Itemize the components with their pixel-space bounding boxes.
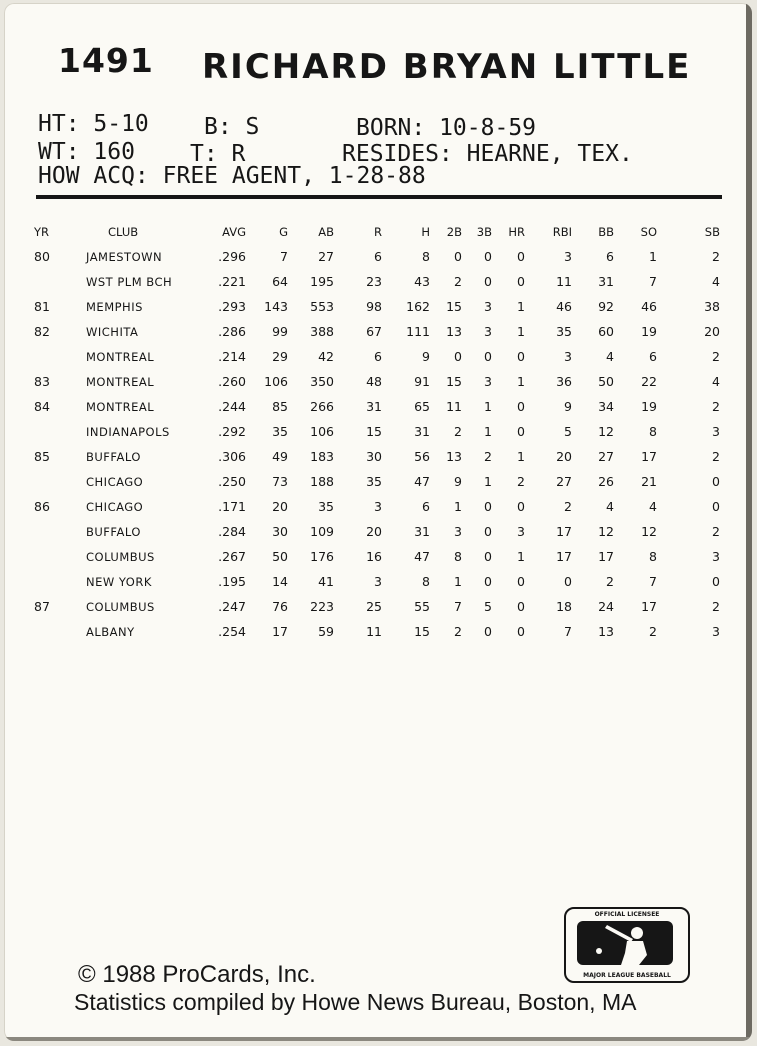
stat-cell-3b: 0 — [484, 499, 492, 514]
player-name: RICHARD BRYAN LITTLE — [202, 47, 692, 87]
stat-cell-yr — [34, 569, 78, 594]
stat-cell-bb: 12 — [598, 424, 614, 439]
stat-cell-club: MONTREAL — [86, 349, 155, 364]
mlb-batter-silhouette-icon — [577, 921, 673, 965]
stats-header-hr: HR — [508, 224, 525, 239]
stat-cell-yr: 82 — [34, 324, 50, 339]
stats-body — [34, 244, 720, 644]
stat-cell-ab: 109 — [310, 524, 334, 539]
table-row — [34, 319, 720, 344]
weight-field: WT: 160 — [38, 139, 135, 165]
stat-cell-club: COLUMBUS — [86, 549, 155, 564]
stat-cell-yr: 86 — [34, 499, 50, 514]
stat-cell-so: 7 — [649, 274, 657, 289]
table-row — [34, 394, 720, 419]
stat-cell-yr — [34, 469, 78, 494]
stat-cell-hr: 1 — [517, 449, 525, 464]
stats-header-h: H — [421, 224, 430, 239]
stat-cell-sb: 20 — [704, 324, 720, 339]
stat-cell-3b: 3 — [484, 299, 492, 314]
mlb-licensee-logo — [564, 907, 690, 983]
stat-cell-g: 50 — [272, 549, 288, 564]
stat-cell-bb: 92 — [598, 299, 614, 314]
table-row — [34, 594, 720, 619]
stat-cell-so: 6 — [649, 349, 657, 364]
stat-cell-h: 9 — [422, 349, 430, 364]
stat-cell-bb: 50 — [598, 374, 614, 389]
stat-cell-h: 15 — [414, 624, 430, 639]
stats-header-rbi: RBI — [552, 224, 572, 239]
stat-cell-r: 16 — [366, 549, 382, 564]
stat-cell-3b: 0 — [484, 524, 492, 539]
stat-cell-rbi: 3 — [564, 249, 572, 264]
stat-cell-sb: 4 — [712, 374, 720, 389]
stat-cell-rbi: 46 — [556, 299, 572, 314]
stat-cell-h: 43 — [414, 274, 430, 289]
stat-cell-so: 46 — [641, 299, 657, 314]
stat-cell-2b: 13 — [446, 324, 462, 339]
stat-cell-so: 1 — [649, 249, 657, 264]
logo-top-text: OFFICIAL LICENSEE — [594, 911, 660, 918]
stat-cell-2b: 13 — [446, 449, 462, 464]
stat-cell-club: INDIANAPOLS — [86, 424, 170, 439]
stat-cell-3b: 1 — [484, 474, 492, 489]
stat-cell-2b: 2 — [454, 624, 462, 639]
height-field: HT: 5-10 — [38, 111, 149, 137]
stat-cell-3b: 3 — [484, 324, 492, 339]
credit-line: Statistics compiled by Howe News Bureau, Boston, MA — [74, 989, 637, 1015]
stat-cell-avg: .214 — [218, 349, 246, 364]
stat-cell-hr: 0 — [517, 599, 525, 614]
stat-cell-g: 20 — [272, 499, 288, 514]
stat-cell-ab: 35 — [318, 499, 334, 514]
stat-cell-3b: 0 — [484, 549, 492, 564]
stat-cell-hr: 0 — [517, 399, 525, 414]
stat-cell-yr — [34, 419, 78, 444]
stat-cell-avg: .267 — [218, 549, 246, 564]
stat-cell-bb: 6 — [606, 249, 614, 264]
stat-cell-3b: 0 — [484, 249, 492, 264]
stat-cell-avg: .250 — [218, 474, 246, 489]
stat-cell-avg: .296 — [218, 249, 246, 264]
table-row — [34, 294, 720, 319]
stat-cell-rbi: 7 — [564, 624, 572, 639]
stats-header-ab: AB — [318, 224, 334, 239]
stat-cell-sb: 2 — [712, 399, 720, 414]
stat-cell-hr: 0 — [517, 574, 525, 589]
stat-cell-g: 30 — [272, 524, 288, 539]
stats-header-2b: 2B — [446, 224, 462, 239]
stat-cell-hr: 0 — [517, 499, 525, 514]
stats-header-yr: YR — [34, 224, 50, 239]
stat-cell-avg: .244 — [218, 399, 246, 414]
born-field: BORN: 10-8-59 — [356, 115, 537, 141]
stat-cell-yr: 85 — [34, 449, 50, 464]
stat-cell-sb: 3 — [712, 549, 720, 564]
table-row — [34, 519, 720, 544]
stat-cell-yr — [34, 344, 78, 369]
stat-cell-3b: 2 — [484, 449, 492, 464]
stat-cell-bb: 12 — [598, 524, 614, 539]
stats-header-club: CLUB — [108, 224, 139, 239]
stat-cell-rbi: 11 — [556, 274, 572, 289]
stat-cell-bb: 4 — [606, 349, 614, 364]
stat-cell-rbi: 17 — [556, 524, 572, 539]
stat-cell-hr: 0 — [517, 349, 525, 364]
stat-cell-2b: 8 — [454, 549, 462, 564]
table-row — [34, 419, 720, 444]
stat-cell-yr — [34, 519, 78, 544]
stat-cell-rbi: 35 — [556, 324, 572, 339]
stat-cell-avg: .254 — [218, 624, 246, 639]
stats-header-r: R — [374, 224, 382, 239]
stat-cell-avg: .247 — [218, 599, 246, 614]
stat-cell-club: ALBANY — [86, 624, 135, 639]
stat-cell-r: 3 — [374, 499, 382, 514]
stat-cell-hr: 0 — [517, 424, 525, 439]
bats-field: B: S — [204, 114, 260, 140]
stat-cell-club: JAMESTOWN — [86, 249, 163, 264]
stat-cell-r: 30 — [366, 449, 382, 464]
stat-cell-so: 4 — [649, 499, 657, 514]
stat-cell-avg: .292 — [218, 424, 246, 439]
stat-cell-ab: 388 — [310, 324, 334, 339]
table-row — [34, 344, 720, 369]
stat-cell-r: 11 — [366, 624, 382, 639]
stat-cell-ab: 106 — [310, 424, 334, 439]
stat-cell-so: 17 — [641, 449, 657, 464]
stat-cell-yr — [34, 544, 78, 569]
stat-cell-h: 6 — [422, 499, 430, 514]
stat-cell-g: 64 — [272, 274, 288, 289]
stat-cell-so: 12 — [641, 524, 657, 539]
stat-cell-club: MONTREAL — [86, 399, 155, 414]
stat-cell-r: 23 — [366, 274, 382, 289]
stat-cell-club: MEMPHIS — [86, 299, 143, 314]
stat-cell-yr: 84 — [34, 399, 50, 414]
table-row — [34, 569, 720, 594]
stat-cell-ab: 223 — [310, 599, 334, 614]
stat-cell-so: 22 — [641, 374, 657, 389]
stats-header-3b: 3B — [476, 224, 492, 239]
stat-cell-sb: 2 — [712, 249, 720, 264]
stat-cell-g: 7 — [280, 249, 288, 264]
stat-cell-bb: 17 — [598, 549, 614, 564]
stat-cell-yr: 83 — [34, 374, 50, 389]
stat-cell-hr: 0 — [517, 249, 525, 264]
stat-cell-rbi: 5 — [564, 424, 572, 439]
stat-cell-g: 85 — [272, 399, 288, 414]
stat-cell-club: NEW YORK — [86, 574, 152, 589]
stats-header-avg: AVG — [222, 224, 246, 239]
stat-cell-yr — [34, 619, 78, 644]
stat-cell-sb: 2 — [712, 449, 720, 464]
stat-cell-3b: 5 — [484, 599, 492, 614]
table-row — [34, 269, 720, 294]
stat-cell-so: 19 — [641, 324, 657, 339]
stats-header-g: G — [279, 224, 288, 239]
stat-cell-ab: 350 — [310, 374, 334, 389]
stat-cell-so: 2 — [649, 624, 657, 639]
stat-cell-h: 91 — [414, 374, 430, 389]
stat-cell-so: 19 — [641, 399, 657, 414]
header-divider — [36, 195, 722, 199]
stats-header-bb: BB — [598, 224, 614, 239]
stat-cell-hr: 1 — [517, 299, 525, 314]
stat-cell-sb: 3 — [712, 624, 720, 639]
stat-cell-3b: 3 — [484, 374, 492, 389]
stat-cell-hr: 1 — [517, 549, 525, 564]
stat-cell-sb: 0 — [712, 474, 720, 489]
stats-header-so: SO — [640, 224, 657, 239]
stat-cell-h: 47 — [414, 549, 430, 564]
stat-cell-sb: 2 — [712, 524, 720, 539]
stat-cell-club: BUFFALO — [86, 524, 141, 539]
stat-cell-so: 21 — [641, 474, 657, 489]
stat-cell-rbi: 3 — [564, 349, 572, 364]
stat-cell-bb: 26 — [598, 474, 614, 489]
stat-cell-bb: 27 — [598, 449, 614, 464]
stat-cell-sb: 0 — [712, 574, 720, 589]
card-edge-shadow — [746, 3, 752, 1041]
stat-cell-g: 35 — [272, 424, 288, 439]
stat-cell-g: 106 — [264, 374, 288, 389]
stat-cell-2b: 0 — [454, 249, 462, 264]
stat-cell-g: 29 — [272, 349, 288, 364]
stat-cell-sb: 2 — [712, 599, 720, 614]
stat-cell-g: 99 — [272, 324, 288, 339]
stat-cell-h: 47 — [414, 474, 430, 489]
stat-cell-2b: 0 — [454, 349, 462, 364]
stat-cell-rbi: 9 — [564, 399, 572, 414]
stat-cell-r: 3 — [374, 574, 382, 589]
table-row — [34, 469, 720, 494]
stat-cell-club: CHICAGO — [86, 474, 144, 489]
stat-cell-h: 8 — [422, 249, 430, 264]
stat-cell-h: 31 — [414, 524, 430, 539]
stat-cell-avg: .306 — [218, 449, 246, 464]
stat-cell-h: 65 — [414, 399, 430, 414]
stat-cell-hr: 1 — [517, 374, 525, 389]
stat-cell-3b: 0 — [484, 349, 492, 364]
stat-cell-ab: 27 — [318, 249, 334, 264]
logo-bottom-text: MAJOR LEAGUE BASEBALL — [583, 972, 671, 979]
stat-cell-2b: 1 — [454, 499, 462, 514]
stat-cell-hr: 0 — [517, 274, 525, 289]
stat-cell-club: CHICAGO — [86, 499, 144, 514]
stat-cell-sb: 38 — [704, 299, 720, 314]
stat-cell-hr: 3 — [517, 524, 525, 539]
copyright-line: © 1988 ProCards, Inc. — [78, 961, 316, 988]
stat-cell-so: 7 — [649, 574, 657, 589]
stat-cell-club: MONTREAL — [86, 374, 155, 389]
stat-cell-3b: 1 — [484, 399, 492, 414]
stat-cell-h: 111 — [406, 324, 430, 339]
stat-cell-h: 56 — [414, 449, 430, 464]
stat-cell-2b: 2 — [454, 274, 462, 289]
stat-cell-rbi: 0 — [564, 574, 572, 589]
stats-header-row — [34, 219, 720, 244]
stat-cell-ab: 195 — [310, 274, 334, 289]
stat-cell-club: BUFFALO — [86, 449, 141, 464]
stat-cell-r: 48 — [366, 374, 382, 389]
stat-cell-ab: 188 — [310, 474, 334, 489]
stat-cell-ab: 176 — [310, 549, 334, 564]
stat-cell-2b: 15 — [446, 374, 462, 389]
stat-cell-rbi: 17 — [556, 549, 572, 564]
stat-cell-g: 73 — [272, 474, 288, 489]
stat-cell-2b: 15 — [446, 299, 462, 314]
stat-cell-h: 8 — [422, 574, 430, 589]
stat-cell-ab: 183 — [310, 449, 334, 464]
stat-cell-club: WST PLM BCH — [86, 274, 173, 289]
stat-cell-rbi: 36 — [556, 374, 572, 389]
table-row — [34, 494, 720, 519]
career-stats-table — [34, 219, 720, 644]
stat-cell-sb: 0 — [712, 499, 720, 514]
stat-cell-bb: 13 — [598, 624, 614, 639]
stat-cell-g: 14 — [272, 574, 288, 589]
stat-cell-h: 162 — [406, 299, 430, 314]
stat-cell-bb: 2 — [606, 574, 614, 589]
stat-cell-ab: 41 — [318, 574, 334, 589]
stat-cell-yr: 87 — [34, 599, 50, 614]
stat-cell-yr: 80 — [34, 249, 50, 264]
stat-cell-r: 67 — [366, 324, 382, 339]
stat-cell-avg: .286 — [218, 324, 246, 339]
stat-cell-rbi: 20 — [556, 449, 572, 464]
stat-cell-avg: .195 — [218, 574, 246, 589]
stat-cell-sb: 4 — [712, 274, 720, 289]
stat-cell-2b: 3 — [454, 524, 462, 539]
stat-cell-3b: 0 — [484, 574, 492, 589]
stat-cell-ab: 59 — [318, 624, 334, 639]
stat-cell-club: COLUMBUS — [86, 599, 155, 614]
stat-cell-3b: 1 — [484, 424, 492, 439]
stat-cell-yr: 81 — [34, 299, 50, 314]
stat-cell-g: 49 — [272, 449, 288, 464]
stat-cell-2b: 7 — [454, 599, 462, 614]
stat-cell-g: 143 — [264, 299, 288, 314]
stat-cell-r: 20 — [366, 524, 382, 539]
stat-cell-sb: 3 — [712, 424, 720, 439]
baseball-card-back — [4, 3, 752, 1041]
stat-cell-g: 17 — [272, 624, 288, 639]
stat-cell-bb: 31 — [598, 274, 614, 289]
stat-cell-club: WICHITA — [86, 324, 139, 339]
how-acquired-field: HOW ACQ: FREE AGENT, 1-28-88 — [38, 163, 426, 189]
stat-cell-3b: 0 — [484, 624, 492, 639]
stat-cell-r: 35 — [366, 474, 382, 489]
card-edge-bottom — [4, 1037, 752, 1041]
stat-cell-2b: 11 — [446, 399, 462, 414]
stat-cell-hr: 0 — [517, 624, 525, 639]
resides-field: RESIDES: HEARNE, TEX. — [342, 141, 633, 167]
stat-cell-h: 31 — [414, 424, 430, 439]
stat-cell-r: 6 — [374, 349, 382, 364]
stats-header-sb: SB — [704, 224, 720, 239]
stat-cell-hr: 1 — [517, 324, 525, 339]
stat-cell-r: 6 — [374, 249, 382, 264]
stat-cell-rbi: 27 — [556, 474, 572, 489]
stat-cell-so: 8 — [649, 424, 657, 439]
throws-field: T: R — [190, 141, 246, 167]
card-number: 1491 — [58, 41, 154, 80]
stat-cell-hr: 2 — [517, 474, 525, 489]
stat-cell-avg: .284 — [218, 524, 246, 539]
stat-cell-bb: 60 — [598, 324, 614, 339]
stat-cell-rbi: 2 — [564, 499, 572, 514]
table-row — [34, 369, 720, 394]
stat-cell-avg: .221 — [218, 274, 246, 289]
stat-cell-so: 8 — [649, 549, 657, 564]
stat-cell-ab: 266 — [310, 399, 334, 414]
table-row — [34, 544, 720, 569]
stat-cell-ab: 42 — [318, 349, 334, 364]
stat-cell-bb: 24 — [598, 599, 614, 614]
stat-cell-3b: 0 — [484, 274, 492, 289]
stat-cell-bb: 4 — [606, 499, 614, 514]
stat-cell-avg: .293 — [218, 299, 246, 314]
stat-cell-2b: 2 — [454, 424, 462, 439]
stat-cell-bb: 34 — [598, 399, 614, 414]
table-row — [34, 619, 720, 644]
stat-cell-h: 55 — [414, 599, 430, 614]
stat-cell-r: 98 — [366, 299, 382, 314]
stat-cell-sb: 2 — [712, 349, 720, 364]
stat-cell-r: 25 — [366, 599, 382, 614]
stat-cell-yr — [34, 269, 78, 294]
table-row — [34, 244, 720, 269]
stat-cell-2b: 1 — [454, 574, 462, 589]
stat-cell-ab: 553 — [310, 299, 334, 314]
stat-cell-so: 17 — [641, 599, 657, 614]
stat-cell-avg: .171 — [218, 499, 246, 514]
stat-cell-avg: .260 — [218, 374, 246, 389]
stat-cell-r: 15 — [366, 424, 382, 439]
table-row — [34, 444, 720, 469]
stat-cell-g: 76 — [272, 599, 288, 614]
stat-cell-2b: 9 — [454, 474, 462, 489]
stat-cell-rbi: 18 — [556, 599, 572, 614]
stat-cell-r: 31 — [366, 399, 382, 414]
